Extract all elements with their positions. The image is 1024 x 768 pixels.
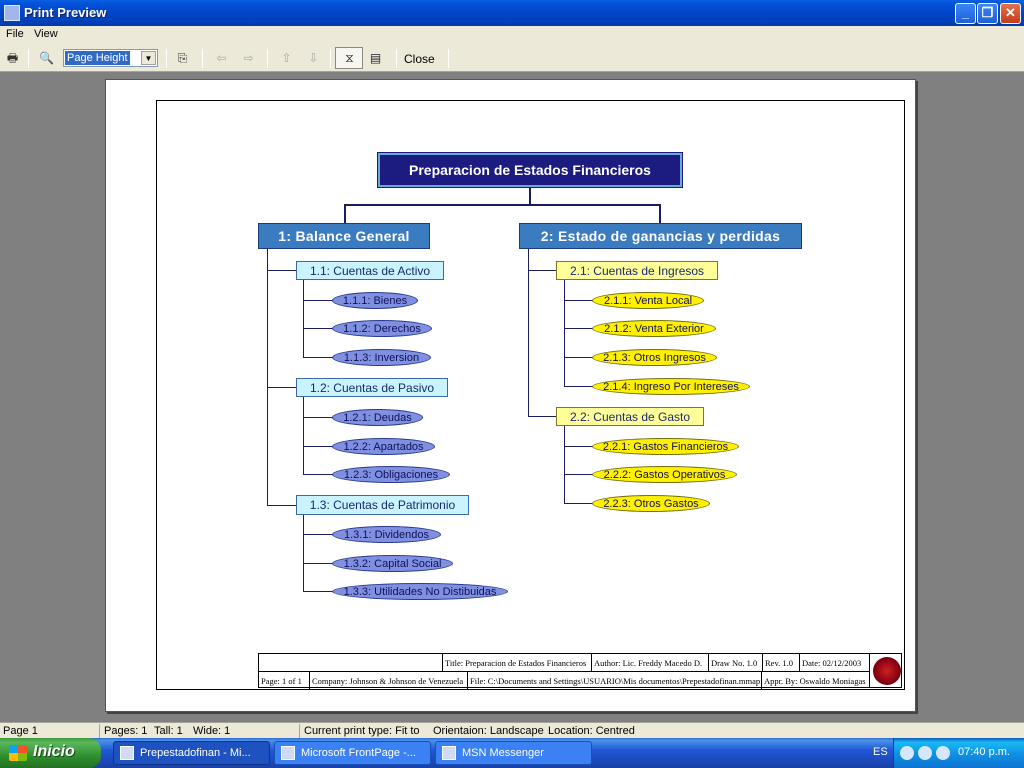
connector-line — [564, 446, 593, 447]
title-block — [258, 653, 902, 688]
up-arrow-icon[interactable]: ⇧ — [281, 51, 292, 65]
toolbar-separator — [396, 49, 397, 68]
connector-line — [303, 300, 333, 301]
zoom-icon[interactable]: 🔍 — [39, 51, 54, 65]
root-topic: Preparacion de Estados Financieros — [378, 153, 682, 187]
down-arrow-icon[interactable]: ⇩ — [308, 51, 319, 65]
status-print-type: Current print type: Fit to — [304, 725, 420, 737]
connector-line — [303, 328, 333, 329]
connector-line — [303, 563, 333, 564]
leaf-obligaciones: 1.2.3: Obligaciones — [332, 466, 450, 483]
tb-file: File: C:\Documents and Settings\USUARIO\Mis documentos\Prepestadofinan.mmap — [467, 672, 761, 689]
toolbar-separator — [448, 49, 449, 68]
toolbar-separator — [330, 49, 331, 68]
subtopic-cuentas-ingresos: 2.1: Cuentas de Ingresos — [556, 261, 718, 280]
company-logo-icon — [873, 657, 901, 685]
subtopic-cuentas-activo: 1.1: Cuentas de Activo — [296, 261, 444, 280]
task-label: Microsoft FrontPage -... — [301, 747, 416, 759]
close-window-button[interactable]: ✕ — [1000, 3, 1021, 24]
system-tray — [893, 738, 1024, 768]
back-arrow-icon[interactable]: ⇦ — [216, 51, 227, 65]
leaf-bienes: 1.1.1: Bienes — [332, 292, 418, 309]
tray-expand-icon[interactable] — [900, 746, 914, 760]
leaf-inversion: 1.1.3: Inversion — [332, 349, 431, 366]
page-setup-icon[interactable]: ▤ — [369, 51, 382, 65]
status-bar — [0, 722, 1024, 738]
tb-rev: Rev. 1.0 — [762, 654, 799, 671]
connector-line — [303, 534, 333, 535]
tb-author: Author: Lic. Freddy Macedo D. — [591, 654, 708, 671]
connector-line — [528, 416, 557, 417]
toolbar-separator — [166, 49, 167, 68]
network-icon[interactable] — [918, 746, 932, 760]
maximize-button[interactable]: ❐ — [977, 3, 998, 24]
zoom-select-value: Page Height — [67, 52, 128, 64]
start-label: Inicio — [33, 743, 75, 760]
leaf-apartados: 1.2.2: Apartados — [332, 438, 435, 455]
minimize-button[interactable]: _ — [955, 3, 976, 24]
connector-line — [564, 357, 593, 358]
start-button[interactable] — [0, 738, 101, 768]
task-frontpage[interactable] — [274, 741, 431, 765]
connector-line — [303, 446, 333, 447]
connector-line — [267, 248, 268, 505]
windows-logo-icon — [9, 745, 27, 761]
topic-balance-general: 1: Balance General — [258, 223, 430, 249]
language-indicator[interactable]: ES — [873, 746, 888, 758]
task-msn-messenger[interactable] — [435, 741, 592, 765]
toolbar-separator — [202, 49, 203, 68]
subtopic-cuentas-patrimonio: 1.3: Cuentas de Patrimonio — [296, 495, 469, 515]
connector-line — [564, 280, 565, 387]
tb-draw-no: Draw No. 1.0 — [708, 654, 762, 671]
leaf-capital-social: 1.3.2: Capital Social — [332, 555, 453, 572]
status-separator — [99, 724, 100, 738]
connector-line — [564, 426, 565, 504]
connector-line — [529, 187, 531, 204]
clock: 07:40 p.m. — [958, 746, 1010, 758]
tb-title: Title: Preparacion de Estados Financieros — [442, 654, 591, 671]
toolbar-separator — [28, 49, 29, 68]
topic-estado-ganancias: 2: Estado de ganancias y perdidas — [519, 223, 802, 249]
connector-line — [303, 357, 333, 358]
status-location: Location: Centred — [548, 725, 635, 737]
frontpage-icon — [281, 746, 295, 760]
connector-line — [564, 328, 593, 329]
company-stamp — [869, 654, 903, 688]
app-icon — [4, 5, 20, 21]
task-prepestadofinan[interactable] — [113, 741, 270, 765]
subtopic-cuentas-pasivo: 1.2: Cuentas de Pasivo — [296, 378, 448, 397]
tb-appr: Appr. By: Oswaldo Moniagas — [761, 672, 869, 689]
chevron-down-icon[interactable]: ▼ — [141, 51, 156, 65]
leaf-gastos-operativos: 2.2.2: Gastos Operativos — [592, 466, 737, 483]
connector-line — [528, 248, 529, 416]
subtopic-cuentas-gasto: 2.2: Cuentas de Gasto — [556, 407, 704, 426]
tb-company: Company: Johnson & Johnson de Venezuela — [309, 672, 467, 689]
printer-icon[interactable]: 🖶 — [6, 51, 19, 65]
connector-line — [528, 270, 557, 271]
taskbar — [0, 738, 1024, 768]
window-title: Print Preview — [24, 5, 107, 20]
connector-line — [267, 270, 297, 271]
connector-line — [303, 591, 333, 592]
copy-icon[interactable]: ⎘ — [177, 51, 188, 65]
task-label: MSN Messenger — [462, 747, 544, 759]
connector-line — [303, 515, 304, 592]
messenger-icon — [442, 746, 456, 760]
messenger-tray-icon[interactable] — [936, 746, 950, 760]
forward-arrow-icon[interactable]: ⇨ — [243, 51, 254, 65]
leaf-gastos-financieros: 2.2.1: Gastos Financieros — [592, 438, 739, 455]
status-wide: Wide: 1 — [193, 725, 231, 737]
status-separator — [299, 724, 300, 738]
connector-line — [303, 397, 304, 475]
connector-line — [267, 505, 297, 506]
mindmanager-icon — [120, 746, 134, 760]
connector-line — [303, 474, 333, 475]
task-label: Prepestadofinan - Mi... — [140, 747, 251, 759]
leaf-venta-local: 2.1.1: Venta Local — [592, 292, 704, 309]
leaf-otros-ingresos: 2.1.3: Otros Ingresos — [592, 349, 717, 366]
connector-line — [344, 204, 661, 206]
title-bar — [0, 0, 1024, 26]
connector-line — [564, 300, 593, 301]
status-pages: Pages: 1 — [104, 725, 148, 737]
connector-line — [344, 204, 346, 224]
connector-line — [564, 386, 593, 387]
leaf-deudas: 1.2.1: Deudas — [332, 409, 423, 426]
connector-line — [267, 387, 297, 388]
status-page: Page 1 — [3, 725, 38, 737]
connector-line — [564, 474, 593, 475]
leaf-derechos: 1.1.2: Derechos — [332, 320, 432, 337]
leaf-utilidades: 1.3.3: Utilidades No Distibuidas — [332, 583, 508, 600]
tb-page: Page: 1 of 1 — [261, 675, 302, 686]
menu-view[interactable]: View — [34, 28, 58, 40]
status-orientation: Orientaion: Landscape — [433, 725, 544, 737]
close-preview-button[interactable]: Close — [404, 52, 435, 66]
toolbar-separator — [267, 49, 268, 68]
leaf-dividendos: 1.3.1: Dividendos — [332, 526, 441, 543]
status-tall: Tall: 1 — [154, 725, 183, 737]
menu-file[interactable]: File — [6, 28, 24, 40]
tb-date: Date: 02/12/2003 — [799, 654, 869, 671]
connector-line — [564, 503, 593, 504]
leaf-ingreso-intereses: 2.1.4: Ingreso Por Intereses — [592, 378, 750, 395]
leaf-otros-gastos: 2.2.3: Otros Gastos — [592, 495, 710, 512]
connector-line — [303, 280, 304, 358]
connector-line — [659, 204, 661, 224]
leaf-venta-exterior: 2.1.2: Venta Exterior — [592, 320, 716, 337]
fit-icon[interactable]: ⧖ — [345, 51, 354, 65]
menu-bar — [0, 26, 1024, 44]
connector-line — [303, 417, 333, 418]
zoom-select[interactable] — [63, 49, 158, 67]
